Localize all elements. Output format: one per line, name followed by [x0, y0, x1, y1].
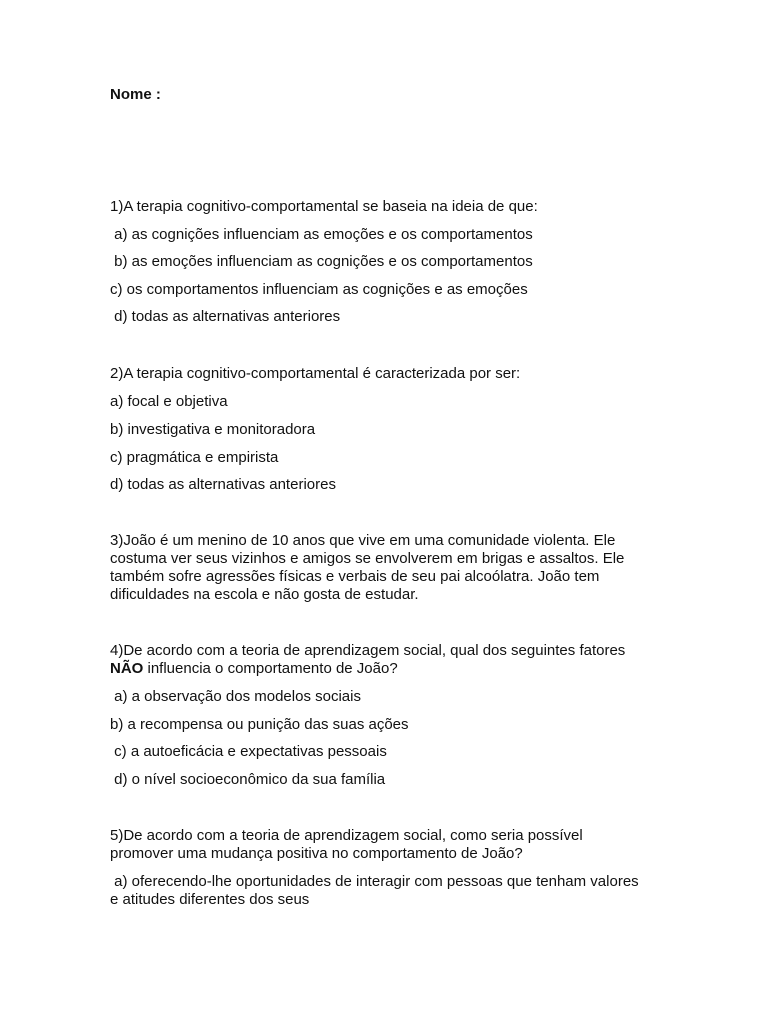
scenario-line-4: dificuldades na escola e não gosta de estudar. — [110, 586, 419, 603]
q4-option-b: b) a recompensa ou punição das suas ações — [110, 716, 409, 733]
q4-option-c: c) a autoeficácia e expectativas pessoais — [110, 743, 387, 760]
question-4-line-1: 4)De acordo com a teoria de aprendizagem social, qual dos seguintes fatores — [110, 642, 626, 659]
q2-option-a: a) focal e objetiva — [110, 393, 228, 410]
q2-option-d: d) todas as alternativas anteriores — [110, 476, 336, 493]
question-5-line-2: promover uma mudança positiva no comportamento de João? — [110, 845, 523, 862]
question-2: 2)A terapia cognitivo-comportamental é caracterizada por ser: — [110, 365, 521, 382]
q2-option-b: b) investigativa e monitoradora — [110, 421, 316, 438]
q1-option-a: a) as cognições influenciam as emoções e os comportamentos — [110, 226, 533, 243]
scenario-line-3: também sofre agressões físicas e verbais de seu pai alcoólatra. João tem — [110, 568, 600, 585]
question-4-line-2 — [110, 660, 398, 678]
q1-option-d: d) todas as alternativas anteriores — [110, 308, 341, 325]
q5-option-a-line-1: a) oferecendo-lhe oportunidades de interagir com pessoas que tenham valores — [110, 873, 639, 890]
question-4-emphasis: NÃO — [110, 660, 144, 677]
q1-option-b: b) as emoções influenciam as cognições e os comportamentos — [110, 253, 533, 270]
question-4-line-2-rest: influencia o comportamento de João? — [143, 660, 398, 677]
q4-option-d: d) o nível socioeconômico da sua família — [110, 771, 386, 788]
q1-option-c: c) os comportamentos influenciam as cognições e as emoções — [110, 281, 528, 298]
q2-option-c: c) pragmática e empirista — [110, 449, 279, 466]
name-label: Nome : — [110, 86, 161, 103]
question-5-line-1: 5)De acordo com a teoria de aprendizagem social, como seria possível — [110, 827, 583, 844]
q4-option-a: a) a observação dos modelos sociais — [110, 688, 361, 705]
scenario-line-1: 3)João é um menino de 10 anos que vive em uma comunidade violenta. Ele — [110, 532, 616, 549]
question-1: 1)A terapia cognitivo-comportamental se baseia na ideia de que: — [110, 198, 538, 215]
scenario-line-2: costuma ver seus vizinhos e amigos se envolverem em brigas e assaltos. Ele — [110, 550, 625, 567]
q5-option-a-line-2: e atitudes diferentes dos seus — [110, 891, 310, 908]
